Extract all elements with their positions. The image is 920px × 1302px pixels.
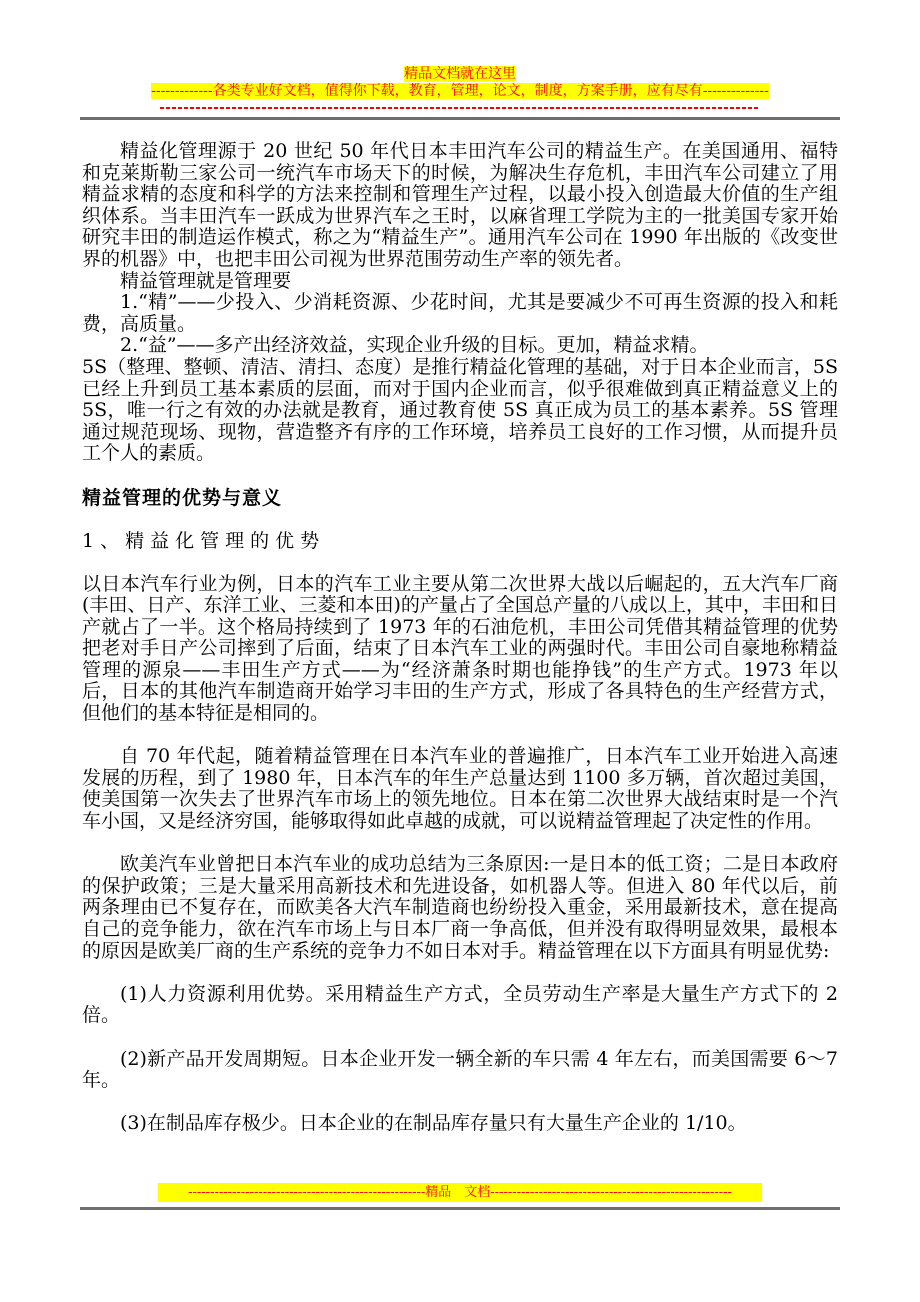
paragraph-item-jing: 1.“精”——少投入、少消耗资源、少花时间，尤其是要减少不可再生资源的投入和耗费，高质量。: [82, 291, 838, 335]
paragraph-lean-origin: 精益化管理源于 20 世纪 50 年代日本丰田汽车公司的精益生产。在美国通用、福特和克莱斯勒三家公司一统汽车市场天下的时候，为解决生存危机，丰田汽车公司建立了用精益求精的态度和科学的方法来控制和管理生产过程，以最小投入创造最大价值的生产组织体系。当丰田汽车一跃成为世界汽车之王时，以麻省理工学院为主的一批美国专家开始研究丰田的制造运作模式，称之为“精益生产”。通用汽车公司在 1990 年出版的《改变世界的机器》中，也把丰田公司视为世界范围劳动生产率的领先者。: [82, 140, 838, 270]
promo-footer: [0, 1183, 920, 1210]
paragraph-since-70s: 自 70 年代起，随着精益管理在日本汽车业的普遍推广，日本汽车工业开始进入高速发展的历程，到了 1980 年，日本汽车的年生产总量达到 1100 多万辆，首次超过美国，使美国第一次失去了世界汽车市场上的领先地位。日本在第二次世界大战结束时是一个汽车小国，又是经济穷国，能够取得如此卓越的成就，可以说精益管理起了决定性的作用。: [82, 745, 838, 833]
promo-header: [0, 0, 920, 120]
paragraph-advantage-2: (2)新产品开发周期短。日本企业开发一辆全新的车只需 4 年左右，而美国需要 6～7 年。: [82, 1047, 838, 1092]
paragraph-advantage-3: (3)在制品库存极少。日本企业的在制品库存量只有大量生产企业的 1/10。: [120, 1112, 747, 1135]
paragraph-japan-auto-industry: 以日本汽车行业为例，日本的汽车工业主要从第二次世界大战以后崛起的，五大汽车厂商(丰田、日产、东洋工业、三菱和本田)的产量占了全国总产量的八成以上，其中，丰田和日产就占了一半。这个格局持续到了 1973 年的石油危机，丰田公司凭借其精益管理的优势把老对手日产公司摔到了后面，结束了日本汽车工业的两强时代。丰田公司自豪地称精益管理的源泉——丰田生产方式——为“经济萧条时期也能挣钱”的生产方式。1973 年以后，日本的其他汽车制造商开始学习丰田的生产方式，形成了各具特色的生产经营方式，但他们的基本特征是相同的。: [82, 572, 838, 725]
section-subheading: 1、精益化管理的优势: [82, 529, 326, 552]
section-heading: 精益管理的优势与意义: [82, 486, 283, 509]
promo-footer-label: ------------------------------------------------------精品 文档-------------------------------------------------------: [158, 1183, 762, 1202]
red-dashed-divider: [160, 107, 760, 109]
paragraph-lean-definition-lead: 精益管理就是管理要: [120, 269, 292, 292]
paragraph-western-analysis: 欧美汽车业曾把日本汽车业的成功总结为三条原因:一是日本的低工资；二是日本政府的保护政策；三是大量采用高新技术和先进设备，如机器人等。但进入 80 年代以后，前两条理由已不复存在，而欧美各大汽车制造商也纷纷投入重金，采用最新技术，意在提高自己的竞争能力，欲在汽车市场上与日本厂商一争高低，但并没有取得明显效果，最根本的原因是欧美厂商的生产系统的竞争力不如日本对手。精益管理在以下方面具有明显优势:: [82, 853, 838, 962]
footer-horizontal-rule: [80, 1207, 840, 1210]
paragraph-5s: 5S（整理、整顿、清洁、清扫、态度）是推行精益化管理的基础，对于日本企业而言，5S 已经上升到员工基本素质的层面，而对于国内企业而言，似乎很难做到真正精益意义上的 5S，唯一行之有效的办法就是教育，通过教育使 5S 真正成为员工的基本素养。5S 管理通过规范现场、现物，营造整齐有序的工作环境，培养员工良好的工作习惯，从而提升员工个人的素质。: [82, 355, 838, 465]
document-body: [82, 141, 838, 1135]
promo-header-line2-wrap: [0, 83, 920, 100]
promo-header-line1-wrap: [0, 66, 920, 82]
paragraph-advantage-1: (1)人力资源利用优势。采用精益生产方式，全员劳动生产率是大量生产方式下的 2 倍。: [82, 982, 838, 1027]
promo-header-subtitle: -------------各类专业好文档，值得你下载，教育，管理，论文，制度，方案手册，应有尽有--------------: [151, 83, 769, 99]
paragraph-item-yi: 2.“益”——多产出经济效益，实现企业升级的目标。更加，精益求精。: [120, 334, 709, 357]
header-horizontal-rule: [80, 117, 840, 120]
promo-header-title: 精品文档就在这里: [404, 66, 516, 82]
